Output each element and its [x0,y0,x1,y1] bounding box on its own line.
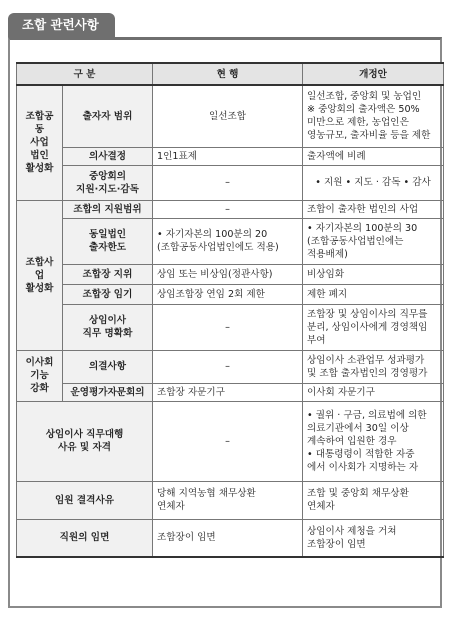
current-cell: – [153,165,303,200]
current-cell: 일선조합 [153,85,303,147]
current-cell: 조합장이 임면 [153,519,303,557]
current-cell: – [153,200,303,218]
current-cell: 상임조합장 연임 2회 제한 [153,284,303,304]
proposed-cell: 비상임화 [303,264,444,284]
proposed-cell: 조합 및 중앙회 채무상환 연체자 [303,481,444,519]
table-row [17,481,444,519]
proposed-cell: 조합이 출자한 법인의 사업 [303,200,444,218]
current-cell: – [153,350,303,383]
current-cell: 당해 지역농협 채무상환 연체자 [153,481,303,519]
group-category: 조합공동 사업 법인 활성화 [17,85,63,200]
proposed-cell: 출자액에 비례 [303,147,444,165]
group-category: 이사회 기능 강화 [17,350,63,401]
table-row [17,284,444,304]
table-row [17,200,444,218]
table-row [17,85,444,147]
proposed-cell: 이사회 자문기구 [303,383,444,401]
proposed-cell: 상임이사 제청을 거쳐 조합장이 임면 [303,519,444,557]
table-row [17,519,444,557]
proposed-cell: 조합장 및 상임이사의 직무를 분리, 상임이사에게 경영책임 부여 [303,304,444,350]
proposed-cell: • 지원 • 지도 · 감독 • 감사 [303,165,444,200]
section-title-tab: 조합 관련사항 [8,13,115,37]
header-current: 현 행 [153,63,303,85]
current-cell: • 자기자본의 100분의 20 (조합공동사업법인에도 적용) [153,218,303,264]
table-row [17,401,444,481]
row-label: 상임이사 직무 명확화 [63,304,153,350]
proposed-cell: 제한 폐지 [303,284,444,304]
row-label: 의사결정 [63,147,153,165]
table-row [17,383,444,401]
row-label: 출자자 범위 [63,85,153,147]
table-row [17,264,444,284]
row-label: 조합의 지원범위 [63,200,153,218]
header-proposed: 개정안 [303,63,444,85]
table-row [17,165,444,200]
current-cell: 1인1표제 [153,147,303,165]
header-row [17,63,444,85]
proposed-cell: 상임이사 소관업무 성과평가 및 조합 출자법인의 경영평가 [303,350,444,383]
row-label: 운영평가자문회의 [63,383,153,401]
comparison-table [16,62,444,558]
row-label: 상임이사 직무대행 사유 및 자격 [17,401,153,481]
table-row [17,304,444,350]
row-label: 조합장 임기 [63,284,153,304]
row-label: 임원 결격사유 [17,481,153,519]
row-label: 동일법인 출자한도 [63,218,153,264]
proposed-cell: 일선조합, 중앙회 및 농업인 ※ 중앙회의 출자액은 50% 미만으로 제한, 농업인은 영농규모, 출자비율 등을 제한 [303,85,444,147]
current-cell: 조합장 자문기구 [153,383,303,401]
current-cell: – [153,401,303,481]
proposed-cell: • 자기자본의 100분의 30 (조합공동사업법인에는 적용배제) [303,218,444,264]
table-row [17,350,444,383]
row-label: 직원의 임면 [17,519,153,557]
table-row [17,218,444,264]
row-label: 의결사항 [63,350,153,383]
proposed-cell: • 궐위 · 구금, 의료법에 의한 의료기관에서 30일 이상 계속하여 입원한 경우 • 대통령령이 적합한 자중 에서 이사회가 지명하는 자 [303,401,444,481]
row-label: 중앙회의 지원·지도·감독 [63,165,153,200]
group-category: 조합사업 활성화 [17,200,63,350]
table-row [17,147,444,165]
row-label: 조합장 지위 [63,264,153,284]
current-cell: – [153,304,303,350]
current-cell: 상임 또는 비상임(정관사항) [153,264,303,284]
header-category: 구 분 [17,63,153,85]
